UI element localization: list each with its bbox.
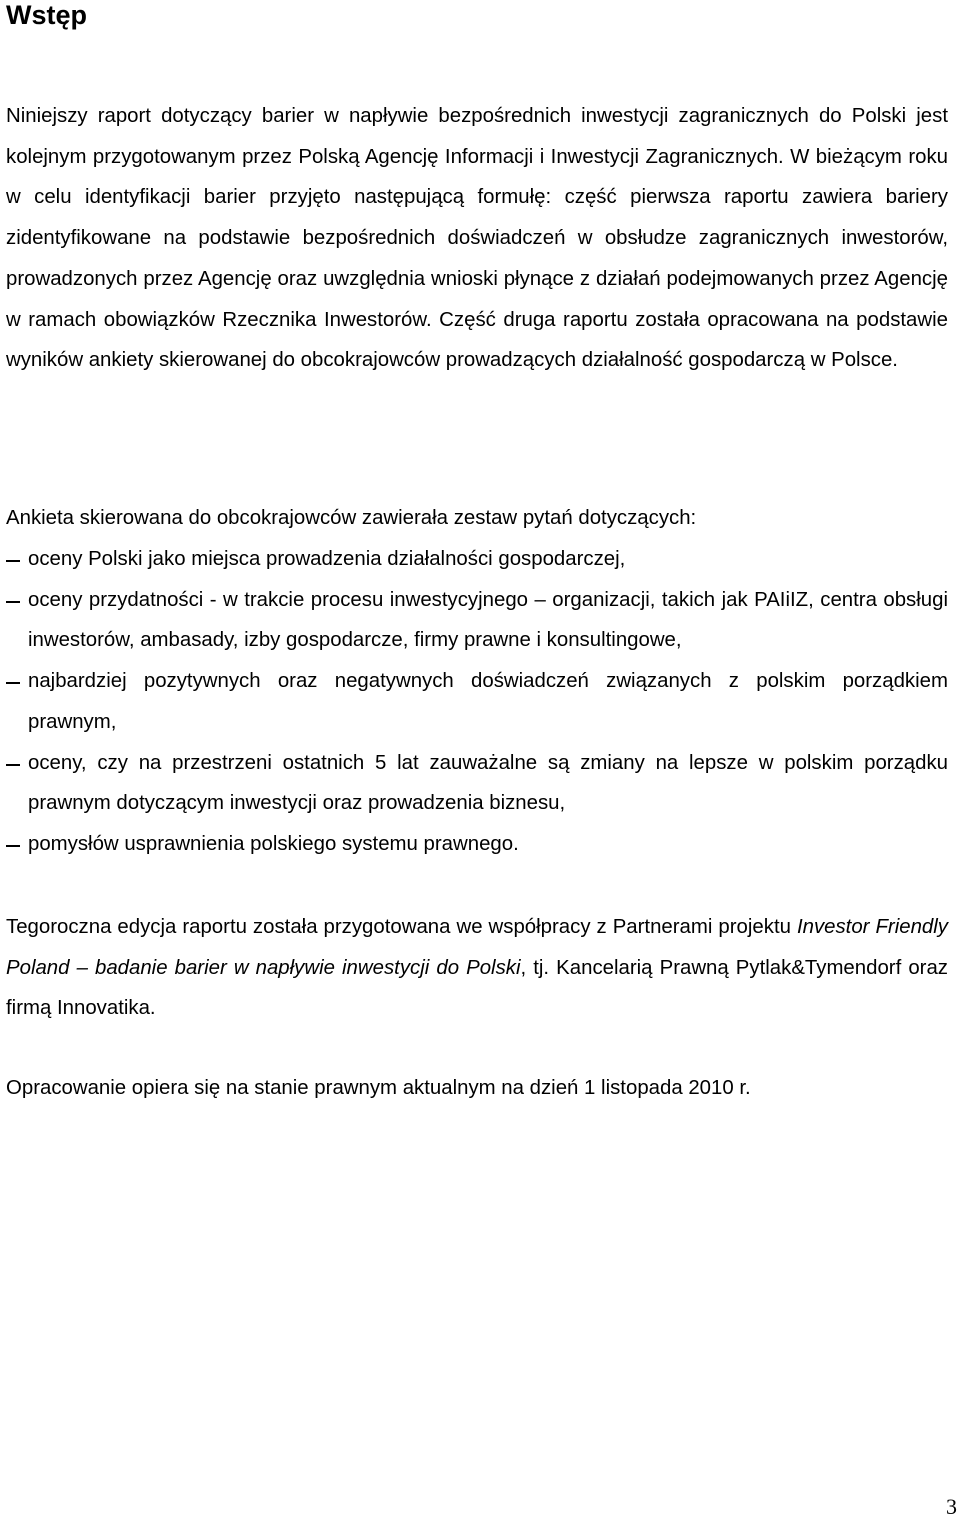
dash-bullet-icon — [6, 560, 20, 562]
list-item — [6, 539, 948, 580]
section-heading: Wstęp — [6, 0, 87, 30]
list-item-text: oceny, czy na przestrzeni ostatnich 5 lat zauważalne są zmiany na lepsze w polskim porządku prawnym dotyczącym inwestycji oraz prowadzenia biznesu, — [28, 751, 948, 815]
list-item-text: pomysłów usprawnienia polskiego systemu prawnego. — [28, 832, 519, 855]
dash-bullet-icon — [6, 764, 20, 766]
list-item — [6, 661, 948, 742]
list-item-text: oceny Polski jako miejsca prowadzenia działalności gospodarczej, — [28, 548, 626, 570]
dash-bullet-icon — [6, 845, 20, 847]
list-item — [6, 824, 948, 865]
partners-paragraph — [6, 907, 948, 1029]
list-item — [6, 580, 948, 661]
survey-intro-paragraph: Ankieta skierowana do obcokrajowców zawierała zestaw pytań dotyczących: — [6, 507, 697, 529]
intro-paragraph: Niniejszy raport dotyczący barier w napływie bezpośrednich inwestycji zagranicznych do Polski jest kolejnym przygotowanym przez Polską Agencję Informacji i Inwestycji Zagranicznych. W bieżącym roku w celu identyfikacji barier przyjęto następującą formułę: część pierwsza raportu zawiera bariery zidentyfikowane na podstawie bezpośrednich doświadczeń w obsłudze zagranicznych inwestorów, prowadzonych przez Agencję oraz uwzględnia wnioski płynące z działań podejmowanych przez Agencję w ramach obowiązków Rzecznika Inwestorów. Część druga raportu została opracowana na podstawie wyników ankiety skierowanej do obcokrajowców prowadzących działalność gospodarczą w Polsce. — [6, 105, 948, 372]
dash-bullet-icon — [6, 601, 20, 603]
project-name: Investor Friendly Poland – badanie barier w napływie inwestycji do Polski — [6, 916, 948, 979]
dash-bullet-icon — [6, 682, 20, 684]
partners-text-end: , tj. Kancelarią Prawną Pytlak&Tymendorf oraz firmą Innovatika. — [6, 956, 948, 1020]
list-item-text: oceny przydatności - w trakcie procesu inwestycyjnego – organizacji, takich jak PAIiIZ, centra obsługi inwestorów, ambasady, izby gospodarcze, firmy prawne i konsultingowe, — [28, 588, 948, 652]
list-item — [6, 743, 948, 824]
partners-text-start: Tegoroczna edycja raportu została przygotowana we współpracy z Partnerami projektu — [6, 916, 797, 938]
page-number: 3 — [946, 1494, 957, 1519]
legal-status-paragraph: Opracowanie opiera się na stanie prawnym aktualnym na dzień 1 listopada 2010 r. — [6, 1077, 751, 1099]
survey-topics-list — [6, 539, 948, 865]
list-item-text: najbardziej pozytywnych oraz negatywnych doświadczeń związanych z polskim porządkiem prawnym, — [28, 670, 948, 733]
